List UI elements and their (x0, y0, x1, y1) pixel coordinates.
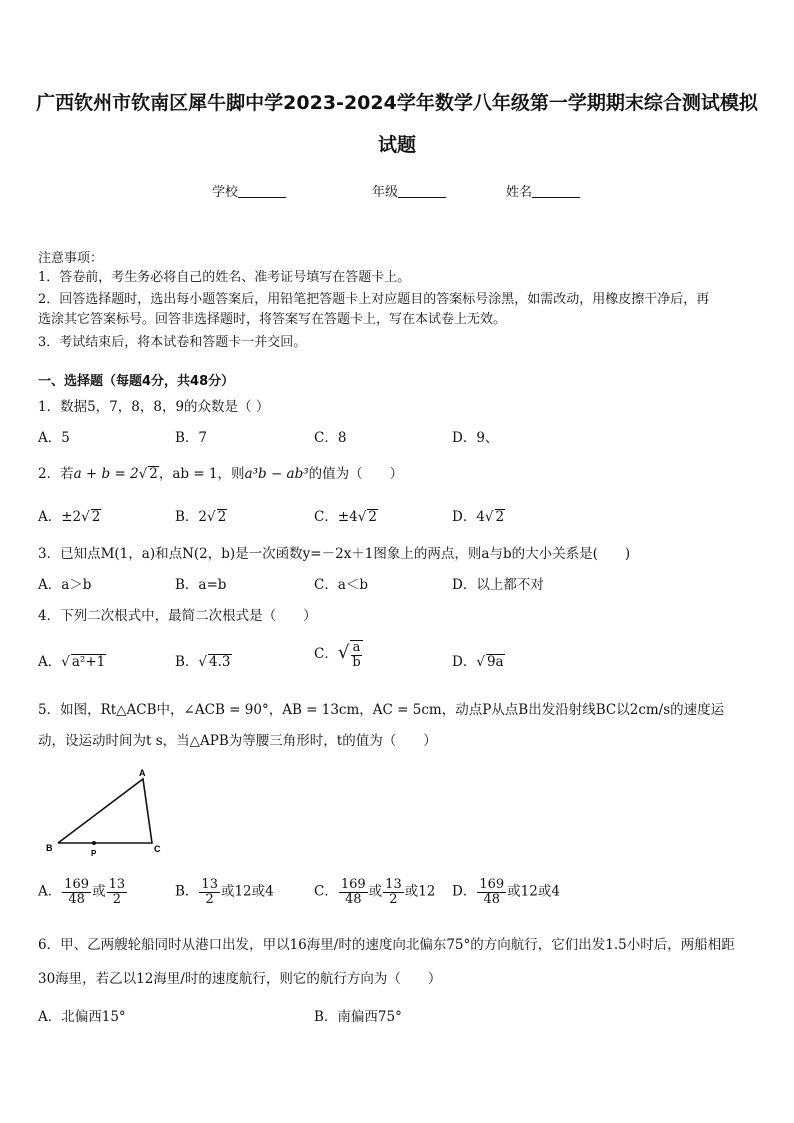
q1-option-b: B．7 (175, 430, 208, 446)
q4-option-c: C．√ $\frac{a}{b}$ (314, 640, 361, 670)
vertex-a-label: A (139, 768, 146, 778)
school-label: 学校 (212, 185, 239, 200)
vertex-c-label: C (154, 844, 161, 854)
q2-c-coeff: C．±4 (314, 509, 358, 525)
q5-c-rest: 或12 (404, 883, 436, 900)
page-title-continued: 试题 (377, 134, 416, 156)
triangle-figure (40, 765, 170, 857)
note-item-2-continued: 选涂其它答案标号。回答非选择题时，将答案写在答题卡上，写在本试卷上无效。 (38, 312, 507, 327)
q4-c-numerator: a (352, 640, 361, 655)
q4-option-d: D．√ 9a (452, 654, 504, 670)
q5-option-c (314, 878, 435, 906)
note-item-2: 2．回答选择题时，选出每小题答案后，用铅笔把答题卡上对应题目的答案标号涂黑，如需改动，用橡皮擦干净后，再 (38, 292, 710, 307)
q4-c-label: C． (314, 646, 338, 663)
q2-option-d: D．4√ 2 (452, 509, 505, 525)
q5-a-frac1-num: 169 (64, 877, 90, 892)
q5-a-or: 或 (92, 883, 106, 900)
q5-c-frac1-den: 48 (344, 891, 362, 907)
q4-a-label: A． (38, 654, 62, 670)
q4-b-radicand: 4.3 (209, 654, 231, 670)
q5-option-a (38, 878, 128, 906)
q2-stem-suffix: 的值为（ ） (308, 466, 404, 482)
q5-d-frac-den: 48 (483, 891, 501, 907)
triangle-outline (58, 779, 152, 843)
q4-d-label: D． (452, 654, 477, 670)
q3-option-a: A．a＞b (38, 577, 92, 593)
question-3-stem: 3．已知点M(1，a)和点N(2，b)是一次函数y=－2x＋1图象上的两点，则a与b的大小关系是( ) (38, 546, 631, 562)
q5-option-b (175, 878, 274, 906)
grade-label: 年级 (372, 185, 399, 200)
question-6-stem-line-1: 6．甲、乙两艘轮船同时从港口出发，甲以16海里/时的速度向北偏东75°的方向航行，它们出发1.5小时后，两船相距 (38, 937, 735, 953)
q1-option-a: A．5 (38, 430, 70, 446)
name-field (506, 181, 580, 200)
question-2-stem: 2．若a + b = 2√ 2，ab = 1，则a³b − ab³的值为（ ） (38, 466, 404, 482)
q2-c-radicand: 2 (368, 509, 377, 525)
question-1-stem: 1．数据5，7，8，8，9的众数是（ ） (38, 399, 270, 415)
q5-c-frac2-den: 2 (389, 891, 398, 907)
q2-condition: a + b = 2 (73, 466, 139, 482)
q5-option-d (452, 878, 560, 906)
q2-stem-prefix: 2．若 (38, 466, 74, 482)
q1-option-c: C．8 (314, 430, 347, 446)
q4-c-denominator: b (352, 654, 361, 670)
q4-d-radicand: 9a (486, 654, 504, 670)
q5-b-frac-den: 2 (205, 891, 214, 907)
q2-option-b: B．2√ 2 (175, 509, 227, 525)
note-item-3: 3．考试结束后，将本试卷和答题卡一并交回。 (38, 335, 307, 350)
q5-c-label: C． (314, 883, 338, 900)
q3-option-c: C．a＜b (314, 577, 369, 593)
q2-expression: a³b − ab³ (244, 466, 309, 482)
q2-option-c: C．±4√ 2 (314, 509, 377, 525)
q5-c-frac2-num: 13 (385, 877, 402, 892)
q5-c-frac1-num: 169 (340, 877, 366, 892)
question-5-stem-line-1: 5．如图，Rt△ACB中，∠ACB = 90°，AB = 13cm，AC = 5cm，动点P从点B出发沿射线BC以2cm/s的速度运 (38, 702, 725, 718)
q2-a-radicand: 2 (91, 509, 101, 525)
school-field (212, 181, 286, 200)
q2-option-a: A．±2√ 2 (38, 509, 101, 525)
q2-d-radicand: 2 (495, 509, 505, 525)
notes-title: 注意事项： (38, 251, 104, 266)
q6-option-b: B．南偏西75° (314, 1009, 402, 1025)
vertex-b-label: B (46, 843, 53, 853)
section-heading: 一、选择题（每题4分，共48分） (38, 374, 235, 389)
q3-option-b: B．a=b (175, 577, 227, 593)
q4-b-label: B． (175, 654, 199, 670)
note-item-1: 1．答卷前，考生务必将自己的姓名、准考证号填写在答题卡上。 (38, 270, 411, 285)
q1-option-d: D．9、 (452, 430, 499, 446)
q2-condition-radicand: 2 (149, 466, 158, 482)
q5-a-frac2-num: 13 (108, 877, 126, 892)
q5-b-rest: 或12或4 (220, 883, 274, 900)
q4-a-radicand: a²+1 (71, 654, 106, 670)
q5-d-rest: 或12或4 (507, 883, 560, 900)
q2-stem-middle: ，ab = 1，则 (158, 466, 245, 482)
q5-b-label: B． (175, 883, 199, 900)
question-5-stem-line-2: 动，设运动时间为t s，当△APB为等腰三角形时，t的值为（ ） (38, 733, 437, 749)
grade-blank (398, 185, 446, 198)
school-blank (238, 185, 286, 198)
page-title: 广西钦州市钦南区犀牛脚中学2023-2024学年数学八年级第一学期期末综合测试模拟 (36, 92, 758, 114)
q2-a-coeff: A．±2 (38, 509, 82, 525)
q5-d-label: D． (452, 883, 477, 900)
q4-option-a: A．√ a²+1 (38, 654, 106, 670)
point-p-dot (92, 841, 96, 845)
q3-option-d: D．以上都不对 (452, 577, 544, 593)
grade-field (372, 181, 446, 200)
name-blank (532, 185, 580, 198)
q5-b-frac-num: 13 (201, 877, 218, 892)
question-6-stem-line-2: 30海里，若乙以12海里/时的速度航行，则它的航行方向为（ ） (38, 971, 442, 987)
q2-d-coeff: D．4 (452, 509, 485, 525)
q5-a-frac1-den: 48 (68, 891, 85, 907)
q5-a-frac2-den: 2 (112, 891, 121, 907)
q5-a-label: A． (38, 883, 62, 900)
question-4-stem: 4．下列二次根式中，最简二次根式是（ ） (38, 608, 317, 624)
q2-b-coeff: B．2 (175, 509, 208, 525)
q6-option-a: A．北偏西15° (38, 1009, 126, 1025)
q5-d-frac-num: 169 (479, 877, 505, 892)
point-p-label: P (91, 849, 97, 857)
q2-b-radicand: 2 (217, 509, 227, 525)
q5-c-or: 或 (368, 883, 383, 900)
q4-option-b: B．√ 4.3 (175, 654, 231, 670)
name-label: 姓名 (506, 185, 533, 200)
